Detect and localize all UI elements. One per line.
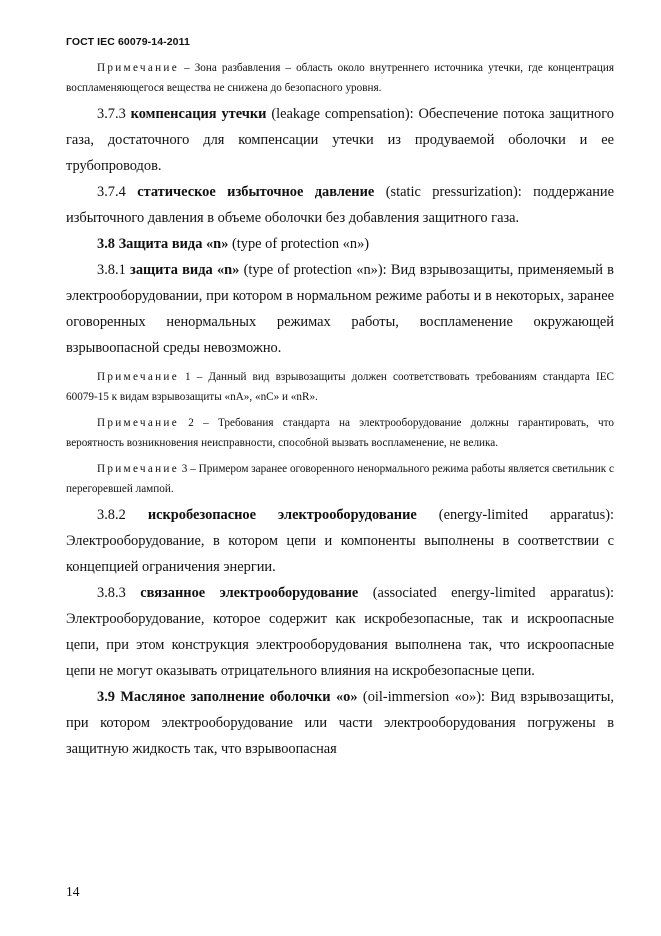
term: связанное электрооборудование [140, 585, 359, 601]
term: искробезопасное электрооборудование [147, 507, 417, 523]
section-3-7-3 [66, 101, 614, 179]
note-text: 2 – Требования стандарта на электрооборудование должны гарантировать, что вероятность возникновения неисправности, способной вызвать воспламенение, не велика. [66, 417, 614, 449]
note-label: Примечание [97, 463, 179, 475]
section-number: 3.8.1 [97, 262, 131, 278]
definition: (type of protection «n»): Вид взрывозащиты, применяемый в электрооборудовании, при котором в нормальном режиме работы и в некоторых, заранее оговоренных ненормальных режимах работы, воспламенение окружающей взрывоопасной среды невозможно. [66, 262, 614, 356]
section-number: 3.8.2 [97, 507, 148, 523]
note-text: – Зона разбавления – область около внутреннего источника утечки, где концентрация воспламеняющегося вещества не снижена до безопасного уровня. [66, 62, 614, 94]
section-3-8-1 [66, 257, 614, 361]
section-3-8-heading [66, 231, 614, 257]
section-3-8-2 [66, 502, 614, 580]
section-number: 3.8.3 [97, 585, 141, 601]
heading-translation: (type of protection «n») [228, 236, 370, 252]
note-label: Примечание [97, 62, 179, 74]
note-dilution-zone [66, 58, 614, 98]
term: статическое избыточное давление [137, 184, 375, 200]
note-3 [66, 459, 614, 499]
section-3-8-3 [66, 580, 614, 684]
page-body [66, 58, 614, 762]
note-text: 3 – Примером заранее оговоренного ненормального режима работы является светильник с перегоревшей лампой. [66, 463, 614, 495]
section-3-7-4 [66, 179, 614, 231]
definition: (static pressurization): поддержание избыточного давления в объеме оболочки без добавления защитного газа. [66, 184, 615, 226]
note-label: Примечание [97, 371, 179, 383]
document-standard-header: ГОСТ IEC 60079-14-2011 [66, 36, 190, 48]
note-label: Примечание [97, 417, 179, 429]
definition: (leakage compensation): Обеспечение потока защитного газа, достаточного для компенсации утечки из продуваемой оболочки и ее трубопроводов. [66, 106, 614, 174]
section-heading: 3.9 Масляное заполнение оболочки «о» [97, 689, 358, 705]
definition: (oil-immersion «o»): Вид взрывозащиты, при котором электрооборудование или части электрооборудования погружены в защитную жидкость так, что взрывоопасная [66, 689, 614, 757]
page-number: 14 [66, 884, 80, 899]
section-heading: 3.8 Защита вида «n» [97, 236, 229, 252]
section-number: 3.7.4 [97, 184, 138, 200]
note-1 [66, 367, 614, 407]
note-2 [66, 413, 614, 453]
section-number: 3.7.3 [97, 106, 131, 122]
note-text: 1 – Данный вид взрывозащиты должен соответствовать требованиям стандарта IEC 60079-15 к видам взрывозащиты «nA», «nC» и «nR». [66, 371, 614, 403]
definition: (associated energy-limited apparatus): Электрооборудование, которое содержит как искробезопасные, так и искроопасные цепи, при этом конструкция электрооборудования выполнена так, что искроопасные цепи не могут оказывать отрицательного влияния на искробезопасные цепи. [66, 585, 614, 679]
term: компенсация утечки [130, 106, 267, 122]
section-3-9 [66, 684, 614, 762]
definition: (energy-limited apparatus): Электрооборудование, в котором цепи и компоненты выполнены в соответствии с концепцией ограничения энергии. [66, 507, 614, 575]
term: защита вида «n» [130, 262, 240, 278]
